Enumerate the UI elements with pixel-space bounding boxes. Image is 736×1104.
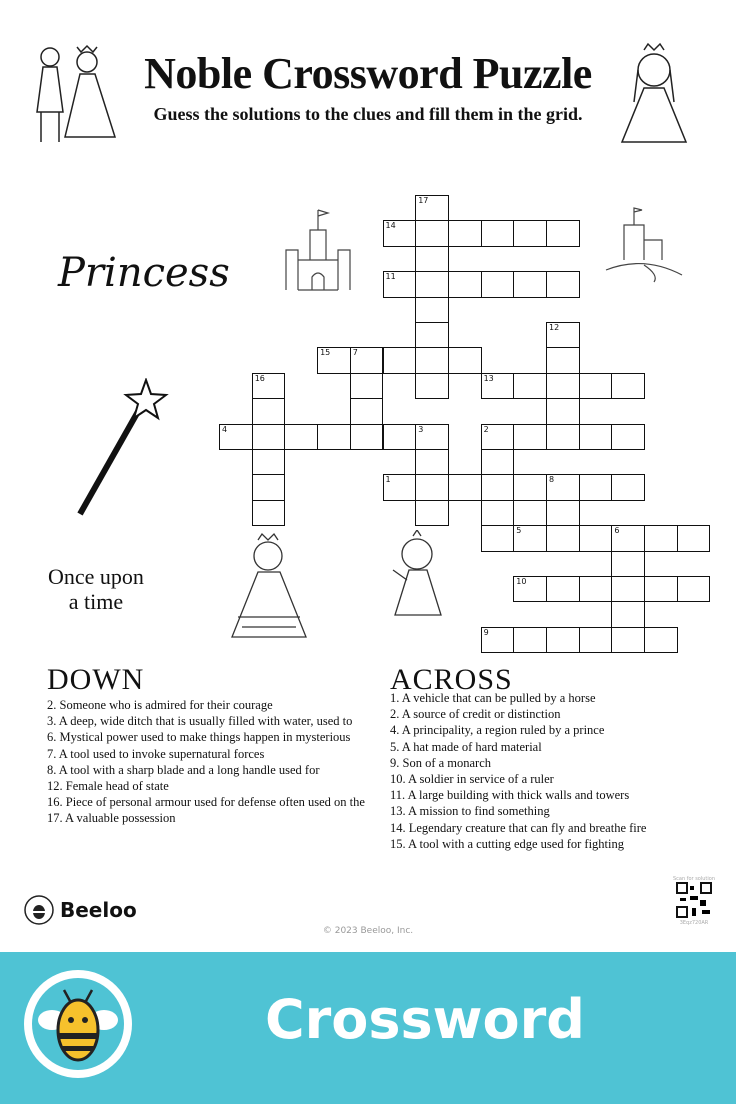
clue-number: 12 xyxy=(549,323,560,332)
clue-number: 13 xyxy=(483,373,494,383)
category-title: Crossword xyxy=(265,988,585,1051)
across-clue: 15. A tool with a cutting edge used for fighting xyxy=(390,836,624,851)
down-clue: 8. A tool with a sharp blade and a long handle used for xyxy=(47,762,320,777)
grid-cell[interactable] xyxy=(611,576,645,602)
grid-cell[interactable] xyxy=(415,474,449,500)
grid-cell[interactable] xyxy=(546,424,580,450)
grid-cell[interactable] xyxy=(644,576,678,602)
grid-cell[interactable] xyxy=(546,220,580,246)
grid-cell[interactable] xyxy=(252,373,286,399)
grid-cell[interactable] xyxy=(677,525,711,551)
grid-cell[interactable] xyxy=(383,474,417,500)
grid-cell[interactable] xyxy=(317,347,351,373)
grid-cell[interactable] xyxy=(546,474,580,500)
bee-mascot-icon xyxy=(22,968,134,1080)
clue-number: 2 xyxy=(483,424,489,434)
grid-cell[interactable] xyxy=(448,474,482,500)
grid-cell[interactable] xyxy=(383,347,417,373)
grid-cell[interactable] xyxy=(415,220,449,246)
grid-cell[interactable] xyxy=(252,449,286,475)
qr-code-id: 3Eqz720AR xyxy=(679,920,709,926)
grid-cell[interactable] xyxy=(415,246,449,272)
across-heading: ACROSS xyxy=(390,663,513,696)
grid-cell[interactable] xyxy=(579,424,613,450)
grid-cell[interactable] xyxy=(579,576,613,602)
clue-number: 15 xyxy=(320,348,331,358)
grid-cell[interactable] xyxy=(546,347,580,373)
once-line-2: a time xyxy=(68,589,124,614)
grid-cell[interactable] xyxy=(481,271,515,297)
grid-cell[interactable] xyxy=(546,500,580,526)
grid-cell[interactable] xyxy=(611,525,645,551)
grid-cell[interactable] xyxy=(415,195,449,221)
down-clue: 2. Someone who is admired for their courage xyxy=(47,698,273,712)
down-section xyxy=(47,663,365,827)
grid-cell[interactable] xyxy=(611,551,645,577)
clue-number: 14 xyxy=(385,221,396,231)
grid-cell[interactable] xyxy=(546,271,580,297)
clue-number: 16 xyxy=(254,373,265,383)
grid-cell[interactable] xyxy=(252,398,286,424)
page-subtitle: Guess the solutions to the clues and fill them in the grid. xyxy=(153,104,583,124)
grid-cell[interactable] xyxy=(448,220,482,246)
grid-cell[interactable] xyxy=(513,373,547,399)
grid-cell[interactable] xyxy=(448,347,482,373)
grid-cell[interactable] xyxy=(219,424,253,450)
grid-cell[interactable] xyxy=(252,424,286,450)
grid-cell[interactable] xyxy=(546,373,580,399)
down-heading: DOWN xyxy=(47,663,145,696)
grid-cell[interactable] xyxy=(252,474,286,500)
across-clue: 13. A mission to find something xyxy=(390,804,550,819)
clue-number: 7 xyxy=(352,348,358,358)
clue-number: 9 xyxy=(483,627,489,637)
grid-cell[interactable] xyxy=(383,271,417,297)
clue-number: 4 xyxy=(222,424,228,434)
down-clue: 16. Piece of personal armour used for defense often used on the xyxy=(47,795,365,810)
grid-cell[interactable] xyxy=(415,500,449,526)
grid-cell[interactable] xyxy=(415,424,449,450)
grid-cell[interactable] xyxy=(481,220,515,246)
grid-cell[interactable] xyxy=(415,297,449,323)
grid-cell[interactable] xyxy=(579,373,613,399)
grid-cell[interactable] xyxy=(546,627,580,653)
grid-cell[interactable] xyxy=(350,347,384,373)
grid-cell[interactable] xyxy=(284,424,318,450)
across-clue: 11. A large building with thick walls and towers xyxy=(390,788,630,803)
grid-cell[interactable] xyxy=(579,525,613,551)
grid-cell[interactable] xyxy=(415,347,449,373)
grid-cell[interactable] xyxy=(481,373,515,399)
grid-cell[interactable] xyxy=(611,601,645,627)
grid-cell[interactable] xyxy=(513,220,547,246)
down-clue: 3. A deep, wide ditch that is usually filled with water, used to xyxy=(47,714,353,729)
grid-cell[interactable] xyxy=(481,627,515,653)
down-clue-list xyxy=(47,697,365,827)
grid-cell[interactable] xyxy=(611,373,645,399)
clue-number: 11 xyxy=(385,272,396,282)
across-clue: 14. Legendary creature that can fly and breathe fire xyxy=(390,820,647,835)
grid-cell[interactable] xyxy=(546,322,580,348)
down-clue: 17. A valuable possession xyxy=(47,811,176,826)
grid-cell[interactable] xyxy=(513,525,547,551)
grid-cell[interactable] xyxy=(579,627,613,653)
across-clue: 5. A hat made of hard material xyxy=(390,739,542,754)
grid-cell[interactable] xyxy=(513,424,547,450)
qr-code-icon[interactable] xyxy=(676,882,712,918)
grid-cell[interactable] xyxy=(579,474,613,500)
grid-cell[interactable] xyxy=(546,398,580,424)
grid-cell[interactable] xyxy=(350,373,384,399)
clue-number: 6 xyxy=(614,526,620,536)
brand-name: Beeloo xyxy=(60,898,137,922)
grid-cell[interactable] xyxy=(513,627,547,653)
across-section xyxy=(390,663,646,852)
grid-cell[interactable] xyxy=(513,474,547,500)
beeloo-logo xyxy=(24,895,137,925)
clue-number: 17 xyxy=(418,196,429,205)
across-clue: 4. A principality, a region ruled by a prince xyxy=(390,723,605,738)
copyright: © 2023 Beeloo, Inc. xyxy=(322,926,414,936)
grid-cell[interactable] xyxy=(415,373,449,399)
grid-cell[interactable] xyxy=(677,576,711,602)
grid-cell[interactable] xyxy=(350,424,384,450)
grid-cell[interactable] xyxy=(481,474,515,500)
across-clue: 1. A vehicle that can be pulled by a horse xyxy=(390,691,596,705)
down-clue: 12. Female head of state xyxy=(47,779,169,794)
grid-cell[interactable] xyxy=(383,220,417,246)
clue-number: 5 xyxy=(516,526,522,536)
grid-cell[interactable] xyxy=(481,525,515,551)
once-line-1: Once upon xyxy=(48,564,144,589)
clue-number: 10 xyxy=(516,577,527,586)
grid-cell[interactable] xyxy=(644,525,678,551)
grid-cell[interactable] xyxy=(481,424,515,450)
grid-cell[interactable] xyxy=(415,271,449,297)
grid-cell[interactable] xyxy=(546,525,580,551)
grid-cell[interactable] xyxy=(415,449,449,475)
across-clue-list xyxy=(390,690,646,852)
clue-number: 8 xyxy=(549,475,555,485)
bee-logo-icon xyxy=(24,895,54,925)
grid-cell[interactable] xyxy=(611,424,645,450)
across-clue: 2. A source of credit or distinction xyxy=(390,707,561,722)
qr-caption: Scan for solution xyxy=(672,876,715,882)
grid-cell[interactable] xyxy=(513,576,547,602)
grid-cell[interactable] xyxy=(383,424,417,450)
princess-word-art: Princess xyxy=(58,250,230,296)
down-clue: 7. A tool used to invoke supernatural forces xyxy=(47,746,265,761)
down-clue: 6. Mystical power used to make things happen in mysterious xyxy=(47,730,351,745)
grid-cell[interactable] xyxy=(513,271,547,297)
grid-cell[interactable] xyxy=(415,322,449,348)
grid-cell[interactable] xyxy=(611,474,645,500)
across-clue: 9. Son of a monarch xyxy=(390,755,492,770)
grid-cell[interactable] xyxy=(252,500,286,526)
grid-cell[interactable] xyxy=(350,398,384,424)
across-clue: 10. A soldier in service of a ruler xyxy=(390,772,554,787)
grid-cell[interactable] xyxy=(611,627,645,653)
grid-cell[interactable] xyxy=(481,500,515,526)
grid-cell[interactable] xyxy=(513,500,547,526)
clue-number: 1 xyxy=(385,475,391,485)
grid-cell[interactable] xyxy=(546,576,580,602)
grid-cell[interactable] xyxy=(317,424,351,450)
clue-number: 3 xyxy=(418,424,424,434)
grid-cell[interactable] xyxy=(448,271,482,297)
grid-cell[interactable] xyxy=(481,449,515,475)
page-title: Noble Crossword Puzzle xyxy=(144,49,592,98)
grid-cell[interactable] xyxy=(644,627,678,653)
qr-block xyxy=(672,876,716,926)
